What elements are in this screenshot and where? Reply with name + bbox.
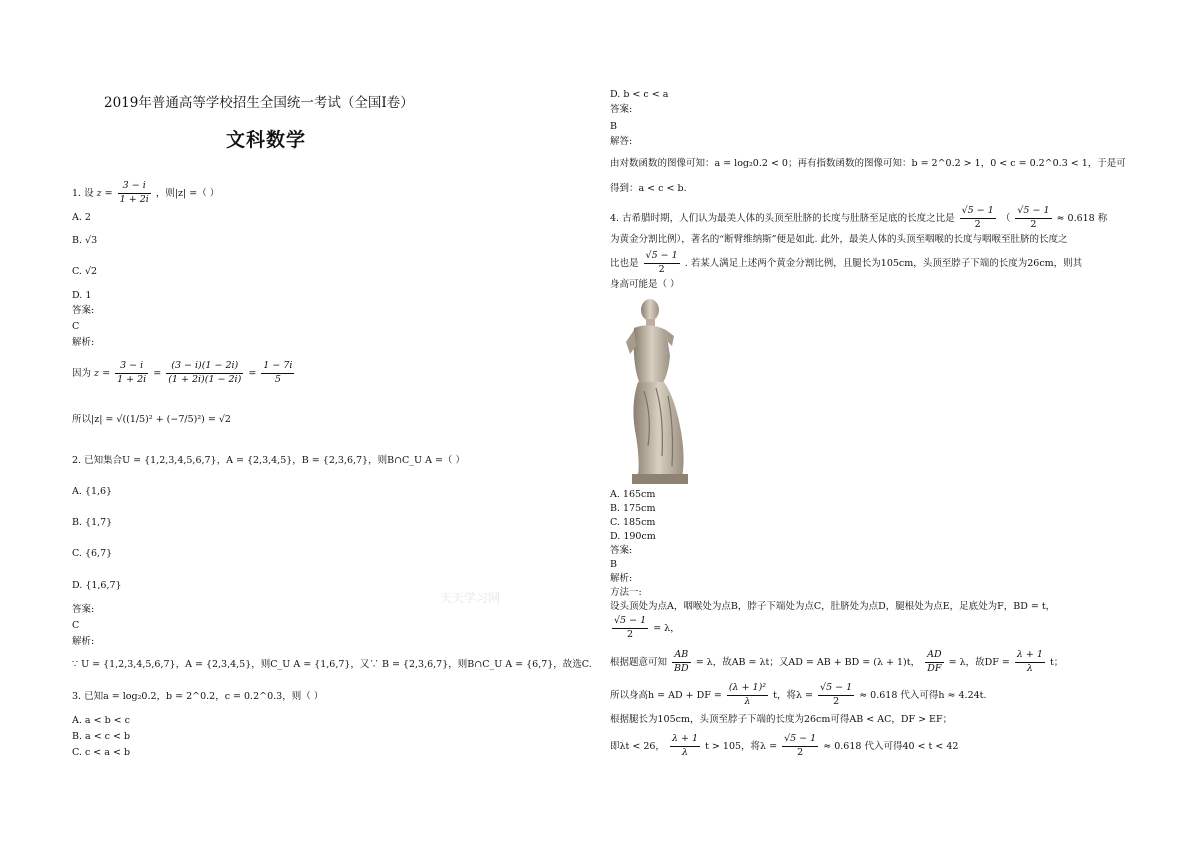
q3-analysis-line2: 得到：a < c < b. xyxy=(610,183,687,194)
q2-answer-label: 答案: xyxy=(72,604,95,615)
q1-analysis-line1: 因为 z = $\frac{3 - i}{1 + 2i}$ = $\frac{(3 - i)(1 - 2i)}{(1 + 2i)(1 - 2i)}$ = $\frac{1 - 7i}{5}$ xyxy=(72,360,293,385)
q4-method-line1: 设头顶处为点A，咽喉处为点B，脖子下端处为点C，肚脐处为点D，腿根处为点E，足底处为F，BD = t， xyxy=(610,601,1056,612)
q1-answer-label: 答案: xyxy=(72,305,95,316)
exam-subtitle: 文科数学 xyxy=(226,129,307,151)
q3-option-c: C. c < a < b xyxy=(72,747,131,758)
q1-option-c: C. √2 xyxy=(72,266,98,277)
q3-answer: B xyxy=(610,121,617,132)
watermark: 天天学习网 xyxy=(440,591,501,605)
q3-option-d: D. b < c < a xyxy=(610,89,669,100)
q3-option-b: B. a < c < b xyxy=(72,731,131,742)
q1-fraction: $\frac{3 - i}{1 + 2i}$ xyxy=(119,180,149,205)
q4-method-line6: 即λt < 26， $\frac{\lambda + 1}{\lambda}$ t > 105，将λ = $\frac{√5 - 1}{2}$ ≈ 0.618 代入可得40 < t < 42 xyxy=(610,733,959,758)
q2-analysis: ∵ U = {1,2,3,4,5,6,7}，A = {2,3,4,5}，则C_U A = {1,6,7}，又∵ B = {2,3,6,7}，则B∩C_U A = {6,7}，故选C. xyxy=(72,659,592,670)
q2-answer: C xyxy=(72,620,80,631)
q4-option-d: D. 190cm xyxy=(610,531,656,542)
q1-analysis-line2: 所以|z| = √((1/5)² + (−7/5)²) = √2 xyxy=(72,414,231,425)
q4-line2: 为黄金分割比例），著名的“断臂维纳斯”便是如此. 此外，最美人体的头顶至咽喉的长度与咽喉至肚脐的长度之 xyxy=(610,234,1068,245)
q1-option-b: B. √3 xyxy=(72,235,98,246)
q4-answer-label: 答案: xyxy=(610,545,633,556)
left-column xyxy=(72,0,612,848)
q2-analysis-label: 解析: xyxy=(72,636,95,647)
q4-option-a: A. 165cm xyxy=(610,489,656,500)
q4-method-line3: 根据题意可知 $\frac{AB}{BD}$ = λ，故AB = λt；又AD = AB + BD = (λ + 1)t， $\frac{AD}{DF}$ = λ，故DF = $\frac{\lambda + 1}{\lambda}$ t； xyxy=(610,649,1064,674)
q4-method-label: 方法一: xyxy=(610,587,642,598)
q4-line3: 比也是 $\frac{√5 - 1}{2}$ . 若某人满足上述两个黄金分割比例，且腿长为105cm，头顶至脖子下端的长度为26cm，则其 xyxy=(610,250,1083,275)
q2-stem: 2. 已知集合U = {1,2,3,4,5,6,7}，A = {2,3,4,5}，B = {2,3,6,7}，则B∩C_U A =（ ） xyxy=(72,455,465,466)
q3-analysis-line1: 由对数函数的图像可知：a = log₂0.2 < 0；再有指数函数的图像可知：b = 2^0.2 > 1，0 < c = 0.2^0.3 < 1，于是可 xyxy=(610,158,1126,169)
q4-method-line4: 所以身高h = AD + DF = $\frac{\text{(λ + 1)²}}{\lambda}$ t，将λ = $\frac{√5 - 1}{2}$ ≈ 0.618 代入可得h ≈ 4.24t. xyxy=(610,682,987,707)
q1-stem: 1. 设 z = $\frac{3 - i}{1 + 2i}$ ，则|z| =（ ） xyxy=(72,180,220,205)
q2-option-d: D. {1,6,7} xyxy=(72,580,122,591)
q3-option-a: A. a < b < c xyxy=(72,715,130,726)
q1-answer: C xyxy=(72,321,80,332)
q1-option-a: A. 2 xyxy=(72,212,91,223)
q4-option-c: C. 185cm xyxy=(610,517,656,528)
q4-option-b: B. 175cm xyxy=(610,503,656,514)
q3-analysis-label: 解答: xyxy=(610,136,633,147)
q4-analysis-label: 解析: xyxy=(610,573,633,584)
q4-answer: B xyxy=(610,559,617,570)
venus-de-milo-statue-image xyxy=(612,296,704,486)
q2-option-a: A. {1,6} xyxy=(72,486,113,497)
q2-option-b: B. {1,7} xyxy=(72,517,113,528)
q1-analysis-label: 解析: xyxy=(72,337,95,348)
q4-method-line5: 根据腿长为105cm，头顶至脖子下端的长度为26cm可得AB < AC，DF > EF； xyxy=(610,714,953,725)
q2-option-c: C. {6,7} xyxy=(72,548,113,559)
q4-line1: 4. 古希腊时期，人们认为最美人体的头顶至肚脐的长度与肚脐至足底的长度之比是 $\frac{√5 - 1}{2}$ （ $\frac{√5 - 1}{2}$ ≈ 0.618 称 xyxy=(610,205,1108,230)
q4-method-line2: $\frac{√5 - 1}{2}$ = λ， xyxy=(614,615,680,640)
exam-title: 2019年普通高等学校招生全国统一考试（全国Ⅰ卷） xyxy=(104,95,414,111)
q3-answer-label: 答案: xyxy=(610,104,633,115)
q3-stem: 3. 已知a = log₂0.2，b = 2^0.2，c = 0.2^0.3，则（ ） xyxy=(72,691,324,702)
q4-line4: 身高可能是（ ） xyxy=(610,279,680,290)
q1-option-d: D. 1 xyxy=(72,290,92,301)
